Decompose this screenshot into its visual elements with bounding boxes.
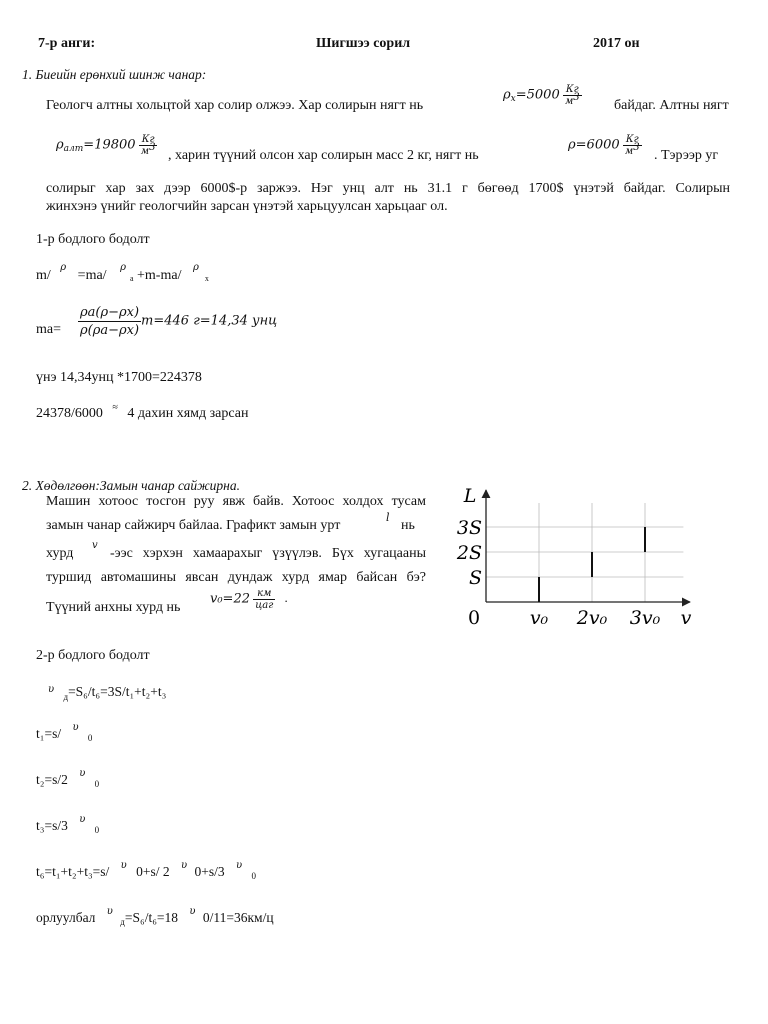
eq1-rho: ρ xyxy=(60,262,67,273)
eq1-part: m/ xyxy=(36,268,51,283)
s3-sub: 0 xyxy=(94,779,100,789)
rho-alt-symbol: ρ xyxy=(56,137,64,153)
solution1-heading: 1-р бодлого бодолт xyxy=(36,232,150,247)
rho-formula xyxy=(568,134,642,157)
s2-a: t₁=s/ xyxy=(36,726,62,741)
eq2-num: ρa(ρ−ρx) xyxy=(80,305,140,320)
origin-label: 0 xyxy=(467,607,481,629)
x-tick-label-1: v₀ xyxy=(529,607,549,629)
s5-symbol: υ xyxy=(120,860,127,871)
rho-alt-formula xyxy=(56,134,157,157)
solution2-step1 xyxy=(48,684,166,700)
unit-fraction xyxy=(563,84,582,107)
problem2-heading: 2. Хөдөлгөөн:Замын чанар сайжирна. xyxy=(22,478,240,493)
problem1-text-block xyxy=(46,178,730,222)
s6-b: =S₆/t₆=18 xyxy=(124,910,179,925)
v0-unit-num: км xyxy=(253,588,275,600)
s1-rest: =S₆/t₆=3S/t₁+t₂+t₃ xyxy=(68,684,167,699)
problem2-line2: замын чанар сайжирч байлаа. Графикт замын урт xyxy=(46,518,341,533)
s6-c: 0/11=36км/ц xyxy=(202,910,274,925)
unit-num: Кг xyxy=(563,84,582,96)
s5-d: 0 xyxy=(251,871,256,881)
unit-den-exp: 3 xyxy=(573,92,580,103)
solution1-eq1 xyxy=(36,262,209,284)
v0-period: . xyxy=(284,590,288,606)
problem1-text-line1-end: байдаг. Алтны нягт xyxy=(614,98,729,113)
s5-a: t₆=t₁+t₂+t₃=s/ xyxy=(36,864,110,879)
v0-formula xyxy=(210,588,288,611)
solution2-step2 xyxy=(36,722,93,743)
unit-fraction-3 xyxy=(623,134,642,157)
unit-fraction-2 xyxy=(139,134,158,157)
s4-a: t₃=s/3 xyxy=(36,818,68,833)
s3-a: t₂=s/2 xyxy=(36,772,68,787)
eq1-part: =ma/ xyxy=(77,268,107,283)
v0-unit-fraction xyxy=(253,588,275,611)
s5-symbol-3: υ xyxy=(235,860,243,871)
rho-alt-sub: алт xyxy=(63,144,84,155)
year-label: 2017 он xyxy=(593,36,640,51)
solution1-eq4 xyxy=(36,402,249,422)
eq1-part: +m-ma/ xyxy=(137,268,182,283)
s5-c: 0+s/3 xyxy=(194,864,225,879)
rho-x-value: =5000 xyxy=(515,87,560,103)
unit-num-2: Кг xyxy=(139,134,158,146)
eq4-ratio: 24378/6000 xyxy=(36,406,103,421)
s6-symbol: υ xyxy=(106,906,113,917)
test-title: Шигшээ сорил xyxy=(316,36,411,51)
rho-x-symbol: ρ xyxy=(503,87,511,103)
eq1-rho-a: ρ xyxy=(120,262,126,273)
v0-expr: v₀=22 xyxy=(210,591,250,607)
approx-symbol: ≈ xyxy=(112,402,118,413)
s2-symbol: υ xyxy=(72,722,79,733)
x-axis-label: v xyxy=(680,607,692,629)
eq1-sub-x: x xyxy=(204,274,209,283)
rho-value: =6000 xyxy=(575,137,620,153)
solution2-step4 xyxy=(36,814,100,835)
speed-symbol: v xyxy=(92,540,98,551)
s6-a: орлуулбал xyxy=(36,910,96,925)
s5-symbol-2: υ xyxy=(181,860,188,871)
solution1-eq2-label: ma= xyxy=(36,322,61,337)
problem1-text-line4: жинхэнэ үнийг геологчийн зарсан үнэтэй харьцуулсан харьцааг ол. xyxy=(46,199,448,214)
s3-symbol: υ xyxy=(79,768,86,779)
grade-label: 7-р анги: xyxy=(38,36,96,51)
length-symbol: l xyxy=(386,511,390,524)
rho-alt-value: =19800 xyxy=(83,137,136,153)
x-tick-label-3: 3v₀ xyxy=(629,607,661,629)
x-tick-label-2: 2v₀ xyxy=(576,607,608,629)
problem1-text-line2-end: . Тэрээр уг xyxy=(654,148,719,163)
eq2-den: ρ(ρa−ρx) xyxy=(80,323,140,338)
solution2-step6 xyxy=(36,906,274,927)
s5-b: 0+s/ 2 xyxy=(136,864,170,879)
eq4-result: 4 дахин хямд зарсан xyxy=(127,406,249,421)
solution2-heading: 2-р бодлого бодолт xyxy=(36,648,150,663)
problem1-text-line2: , харин түүний олсон хар солирын масс 2 кг, нягт нь xyxy=(168,148,479,163)
s6-sub: д xyxy=(120,917,125,927)
eq2-fraction xyxy=(78,304,141,339)
eq1-rho-x: ρ xyxy=(192,262,199,273)
problem2-line4: туршид автомашины явсан дундаж хурд ямар байсан бэ? xyxy=(46,570,426,585)
distance-speed-graph xyxy=(448,478,708,638)
unit-den: м xyxy=(564,96,574,107)
unit-den-exp-3: 3 xyxy=(633,142,640,153)
problem1-text-line1: Геологч алтны хольцтой хар солир олжээ. Хар солирын нягт нь xyxy=(46,98,424,113)
v0-unit-den: цаг xyxy=(255,600,274,611)
unit-den-exp-2: 3 xyxy=(149,142,156,153)
s1-symbol: υ xyxy=(48,684,55,695)
s6-symbol-2: υ xyxy=(189,906,196,917)
unit-den-3: м xyxy=(624,146,634,157)
s2-sub: 0 xyxy=(87,733,93,743)
grid-lines xyxy=(486,503,683,602)
unit-den-2: м xyxy=(140,146,150,157)
problem1-heading: 1. Биеийн ерөнхий шинж чанар: xyxy=(22,67,207,82)
solution1-eq3: үнэ 14,34унц *1700=224378 xyxy=(36,370,202,385)
y-tick-label-1: S xyxy=(468,567,482,589)
eq2-rest: m=446 г=14,34 унц xyxy=(141,313,278,329)
y-axis-label: L xyxy=(463,485,477,507)
unit-num-3: Кг xyxy=(623,134,642,146)
problem2-line5: Түүний анхны хурд нь xyxy=(46,600,181,615)
problem2-line1: Машин хотоос тосгон руу явж байв. Хотоос холдох тусам xyxy=(46,494,426,509)
y-tick-label-2: 2S xyxy=(456,542,482,564)
solution2-step5 xyxy=(36,860,256,881)
problem2-line3-start: хурд xyxy=(46,546,74,561)
s1-sub: д xyxy=(63,692,69,702)
solution1-eq2 xyxy=(78,304,277,339)
rho-x-sub: x xyxy=(510,94,516,105)
rho-x-formula xyxy=(503,84,582,107)
solution2-step3 xyxy=(36,768,100,789)
problem2-line3: -ээс хэрхэн хамаарахыг үзүүлэв. Бүх хугацааны xyxy=(110,546,426,561)
s4-symbol: υ xyxy=(79,814,86,825)
problem2-line2-end: нь xyxy=(401,518,415,533)
problem1-text-line3: солирыг хар зах дээр 6000$-р заржээ. Нэг унц алт нь 31.1 г бөгөөд 1700$ үнэтэй байдаг. Солирын xyxy=(46,181,730,196)
y-tick-label-3: 3S xyxy=(456,517,482,539)
axis-labels xyxy=(456,485,692,629)
rho-symbol: ρ xyxy=(568,137,576,153)
s4-sub: 0 xyxy=(94,825,100,835)
eq1-sub-a: a xyxy=(129,274,134,283)
